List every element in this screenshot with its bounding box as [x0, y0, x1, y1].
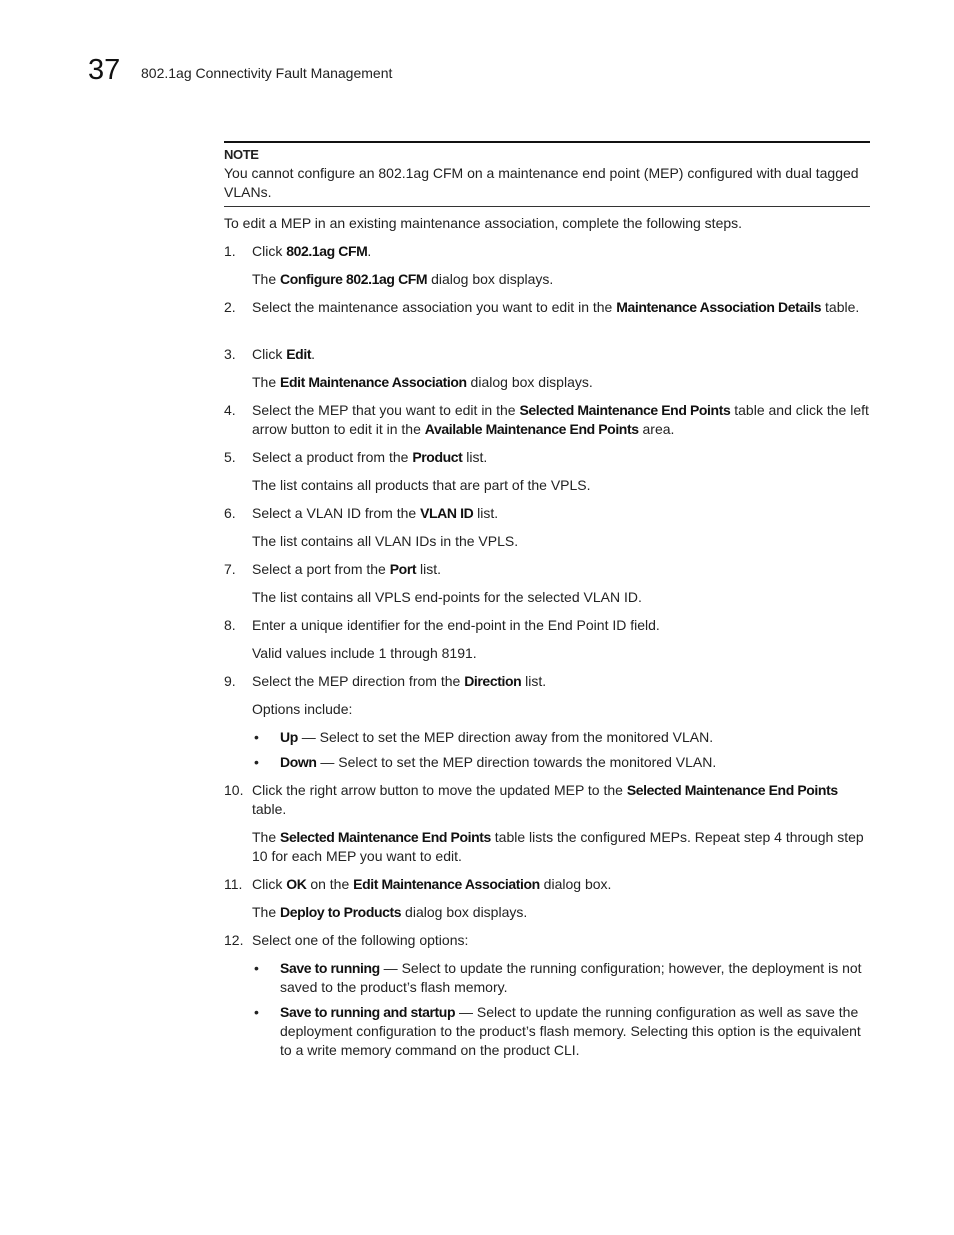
step-number: 1. [224, 243, 236, 259]
step-number: 5. [224, 449, 236, 465]
ui-label: Edit [286, 346, 312, 362]
step-number: 6. [224, 505, 236, 521]
ui-label: Edit Maintenance Association [280, 374, 467, 390]
step-9-detail: Options include: [252, 701, 353, 717]
step-8: 8. Enter a unique identifier for the end-point in the End Point ID field. [224, 617, 660, 633]
ui-label: Save to running and startup [280, 1004, 456, 1020]
step-number: 12. [224, 932, 244, 948]
step-number: 2. [224, 299, 236, 315]
ui-label: Selected Maintenance End Points [519, 402, 731, 418]
step-number: 10. [224, 782, 244, 798]
step-5-detail: The list contains all products that are part of the VPLS. [252, 477, 591, 493]
step-12: 12. Select one of the following options: [224, 932, 469, 948]
ui-label: Product [412, 449, 463, 465]
step-1-result: The Configure 802.1ag CFM dialog box displays. [252, 271, 554, 287]
ui-label: OK [286, 876, 307, 892]
step-9: 9. Select the MEP direction from the Direction list. [224, 673, 547, 689]
list-item: • Down — Select to set the MEP direction towards the monitored VLAN. [254, 754, 717, 770]
chapter-number: 37 [88, 54, 121, 86]
ui-label: Save to running [280, 960, 380, 976]
step-number: 9. [224, 673, 236, 689]
step-11-result: The Deploy to Products dialog box displays. [252, 904, 528, 920]
bullet-icon: • [254, 729, 259, 745]
step-2: 2. Select the maintenance association you want to edit in the Maintenance Association Details table. [224, 299, 860, 315]
ui-label: Direction [464, 673, 522, 689]
bullet-icon: • [254, 1004, 259, 1020]
step-4: 4. Select the MEP that you want to edit in the Selected Maintenance End Points table and click the left arrow button to edit it in the Available Maintenance End Points area. [224, 402, 869, 437]
ui-label: Selected Maintenance End Points [626, 782, 838, 798]
ui-label: Configure 802.1ag CFM [280, 271, 428, 287]
step-3: 3. Click Edit. [224, 346, 315, 362]
intro-paragraph: To edit a MEP in an existing maintenance association, complete the following steps. [224, 215, 743, 231]
step-5: 5. Select a product from the Product list. [224, 449, 488, 465]
ui-label: Down [280, 754, 317, 770]
note-label: NOTE [224, 147, 259, 162]
note-text: You cannot configure an 802.1ag CFM on a maintenance end point (MEP) configured with dual tagged VLANs. [224, 165, 859, 200]
step-number: 11. [224, 876, 243, 892]
ui-label: Port [389, 561, 417, 577]
chapter-title: 802.1ag Connectivity Fault Management [141, 65, 393, 81]
list-item: • Up — Select to set the MEP direction away from the monitored VLAN. [254, 729, 714, 745]
list-item: • Save to running and startup — Select to update the running configuration as well as save the deployment configuration to the product’s flash memory. Selecting this option is the equivalent to a write memory command on the product CLI. [254, 1004, 861, 1058]
step-number: 8. [224, 617, 236, 633]
ui-label: Up [280, 729, 298, 745]
step-8-detail: Valid values include 1 through 8191. [252, 645, 477, 661]
ui-label: Available Maintenance End Points [424, 421, 639, 437]
step-number: 7. [224, 561, 236, 577]
step-7: 7. Select a port from the Port list. [224, 561, 442, 577]
step-number: 4. [224, 402, 236, 418]
bullet-icon: • [254, 960, 259, 976]
note-box [224, 141, 870, 207]
step-3-result: The Edit Maintenance Association dialog box displays. [252, 374, 593, 390]
step-10: 10. Click the right arrow button to move the updated MEP to the Selected Maintenance End Points table. [224, 782, 838, 817]
ui-label: VLAN ID [420, 505, 474, 521]
ui-label: Deploy to Products [280, 904, 402, 920]
ui-label: Edit Maintenance Association [353, 876, 540, 892]
step-6: 6. Select a VLAN ID from the VLAN ID list. [224, 505, 499, 521]
bullet-icon: • [254, 754, 259, 770]
step-11: 11. Click OK on the Edit Maintenance Association dialog box. [224, 876, 612, 892]
ui-label: 802.1ag CFM [286, 243, 368, 259]
step-10-detail: The Selected Maintenance End Points table lists the configured MEPs. Repeat step 4 through step 10 for each MEP you want to edit. [252, 829, 864, 864]
step-7-detail: The list contains all VPLS end-points for the selected VLAN ID. [252, 589, 642, 605]
ui-label: Maintenance Association Details [616, 299, 822, 315]
step-6-detail: The list contains all VLAN IDs in the VPLS. [252, 533, 519, 549]
step-1: 1. Click 802.1ag CFM. [224, 243, 372, 259]
list-item: • Save to running — Select to update the running configuration; however, the deployment is not saved to the product’s flash memory. [254, 960, 862, 995]
ui-label: Selected Maintenance End Points [280, 829, 491, 845]
step-number: 3. [224, 346, 236, 362]
